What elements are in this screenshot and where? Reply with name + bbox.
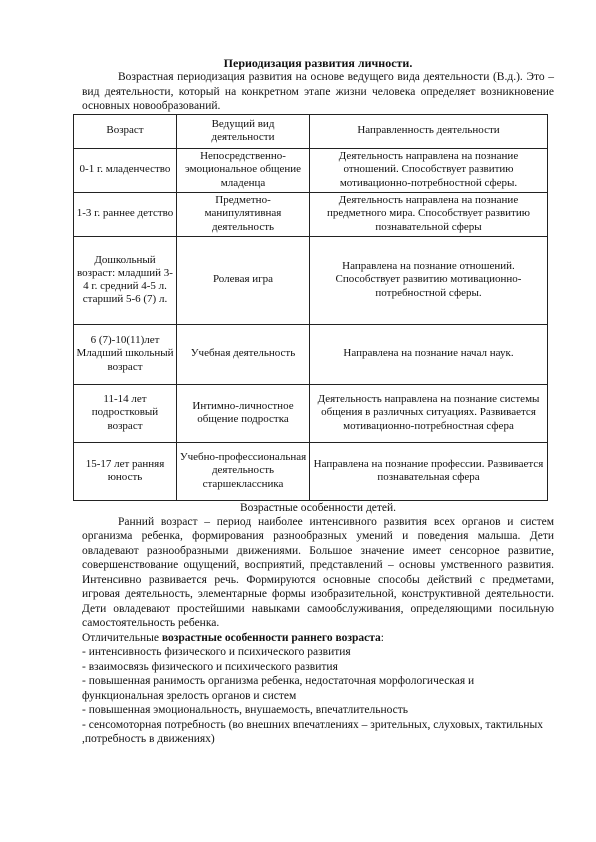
cell-activity: Ролевая игра [177, 236, 310, 324]
periodization-table [73, 114, 548, 501]
list-item: - повышенная ранимость организма ребенка, недостаточная морфологическая и функциональная зрелость органов и систем [82, 675, 475, 702]
table-row [74, 384, 548, 442]
cell-direction: Направлена на познание начал наук. [310, 324, 548, 384]
cell-age: Дошкольный возраст: младший 3-4 г. средний 4-5 л. старший 5-6 (7) л. [74, 236, 177, 324]
features-lead-prefix: Отличительные [82, 631, 162, 644]
features-lead [82, 631, 554, 646]
table-row [74, 192, 548, 236]
cell-direction: Направлена на познание профессии. Развивается познавательная сфера [310, 442, 548, 500]
cell-activity: Учебная деятельность [177, 324, 310, 384]
table-row [74, 442, 548, 500]
header-direction: Направленность деятельности [310, 114, 548, 148]
cell-activity: Интимно-личностное общение подростка [177, 384, 310, 442]
features-lead-suffix: : [380, 631, 384, 644]
list-item: - интенсивность физического и психического развития [82, 646, 351, 658]
early-age-paragraph: Ранний возраст – период наиболее интенсивного развития всех органов и систем организма ребенка, формирования разнообразных умений и поведения малыша. Дети овладевают разнообразными движениями. Большое значение имеет сенсорное развитие, совершенствование ощущений, восприятий, представлений – основы умственного развития. Интенсивно развивается речь. Формируются основные способы действий с предметами, игровая деятельность, элементарные формы изобразительной, конструктивной деятельности. Дети овладевают простейшими навыками самообслуживания, определяющими посильную самостоятельность ребенка. [82, 515, 554, 629]
table-row [74, 148, 548, 192]
cell-direction: Направлена на познание отношений. Способствует развитию мотивационно-потребностной сферы. [310, 236, 548, 324]
intro-paragraph: Возрастная периодизация развития на основе ведущего вида деятельности (В.д.). Это – вид деятельности, который на конкретном этапе жизни человека определяет возникновение основных новообразований. [82, 71, 554, 112]
cell-age: 11-14 лет подростковый возраст [74, 384, 177, 442]
cell-activity: Предметно-манипулятивная деятельность [177, 192, 310, 236]
cell-direction: Деятельность направлена на познание предметного мира. Способствует развитию познавательной сферы [310, 192, 548, 236]
cell-activity: Непосредственно-эмоциональное общение младенца [177, 148, 310, 192]
header-age: Возраст [74, 114, 177, 148]
table-row [74, 324, 548, 384]
list-item: - взаимосвязь физического и психического развития [82, 660, 338, 673]
document-page [76, 56, 554, 747]
header-leading-activity: Ведущий вид деятельности [177, 114, 310, 148]
document-title: Периодизация развития личности. [223, 56, 413, 70]
section-heading: Возрастные особенности детей. [239, 501, 397, 514]
cell-direction: Деятельность направлена на познание системы общения в различных ситуациях. Развивается мотивационно-потребностная сфера [310, 384, 548, 442]
cell-age: 6 (7)-10(11)лет Младший школьный возраст [74, 324, 177, 384]
cell-age: 1-3 г. раннее детство [74, 192, 177, 236]
cell-direction: Деятельность направлена на познание отношений. Способствует развитию мотивационно-потребностной сферы. [310, 148, 548, 192]
features-lead-bold: возрастные особенности раннего возраста [161, 631, 381, 644]
cell-age: 15-17 лет ранняя юность [74, 442, 177, 500]
features-list [82, 645, 554, 747]
table-row [74, 236, 548, 324]
table-header-row [74, 114, 548, 148]
list-item: - сенсомоторная потребность (во внешних впечатлениях – зрительных, слуховых, тактильных ,потребность в движениях) [82, 718, 544, 745]
list-item: - повышенная эмоциональность, внушаемость, впечатлительность [82, 704, 409, 716]
cell-activity: Учебно-профессиональная деятельность старшеклассника [177, 442, 310, 500]
cell-age: 0-1 г. младенчество [74, 148, 177, 192]
